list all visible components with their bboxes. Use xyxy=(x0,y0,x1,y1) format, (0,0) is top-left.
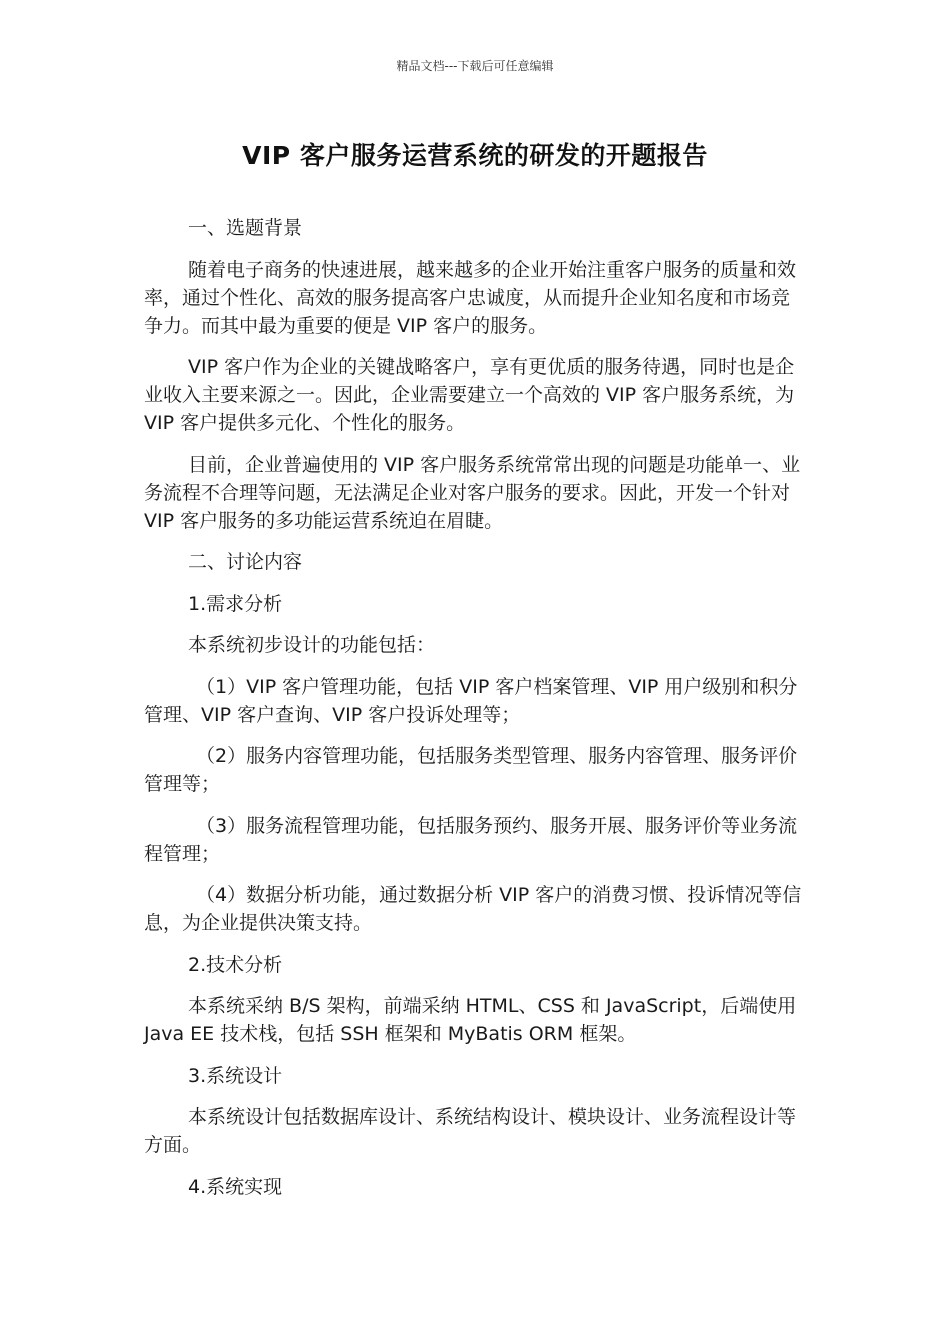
subheading-requirements: 1.需求分析 xyxy=(188,592,283,615)
body-paragraph: 目前，企业普遍使用的 VIP 客户服务系统常常出现的问题是功能单一、业务流程不合理等问题，无法满足企业对客户服务的要求。因此，开发一个针对 VIP 客户服务的多功能运营系统迫在眉睫。 xyxy=(144,453,801,532)
list-item: （3）服务流程管理功能，包括服务预约、服务开展、服务评价等业务流程管理； xyxy=(144,814,798,865)
body-paragraph: 本系统采纳 B/S 架构，前端采纳 HTML、CSS 和 JavaScript，后端使用 Java EE 技术栈，包括 SSH 框架和 MyBatis ORM 框架。 xyxy=(144,995,797,1045)
body-paragraph: VIP 客户作为企业的关键战略客户，享有更优质的服务待遇，同时也是企业收入主要来源之一。因此，企业需要建立一个高效的 VIP 客户服务系统，为 VIP 客户提供多元化、个性化的服务。 xyxy=(144,356,795,434)
list-item: （4）数据分析功能，通过数据分析 VIP 客户的消费习惯、投诉情况等信息，为企业提供决策支持。 xyxy=(144,884,802,934)
list-item: （2）服务内容管理功能，包括服务类型管理、服务内容管理、服务评价管理等； xyxy=(144,745,798,795)
page-header: 精品文档---下载后可任意编辑 xyxy=(396,59,554,73)
document-title: VIP 客户服务运营系统的研发的开题报告 xyxy=(242,141,708,170)
section-heading-content: 二、讨论内容 xyxy=(188,551,303,573)
body-paragraph: 随着电子商务的快速进展，越来越多的企业开始注重客户服务的质量和效率，通过个性化、高效的服务提高客户忠诚度，从而提升企业知名度和市场竞争力。而其中最为重要的便是 VIP 客户的服务。 xyxy=(144,258,797,337)
document-body xyxy=(144,214,808,1214)
subheading-implementation: 4.系统实现 xyxy=(188,1175,283,1198)
body-paragraph: 本系统初步设计的功能包括： xyxy=(188,634,436,656)
section-heading-background: 一、选题背景 xyxy=(188,217,303,239)
subheading-technical: 2.技术分析 xyxy=(188,953,283,976)
subheading-design: 3.系统设计 xyxy=(188,1064,283,1087)
body-paragraph: 本系统设计包括数据库设计、系统结构设计、模块设计、业务流程设计等方面。 xyxy=(144,1106,797,1156)
list-item: （1）VIP 客户管理功能，包括 VIP 客户档案管理、VIP 用户级别和积分管理、VIP 客户查询、VIP 客户投诉处理等； xyxy=(144,675,798,726)
